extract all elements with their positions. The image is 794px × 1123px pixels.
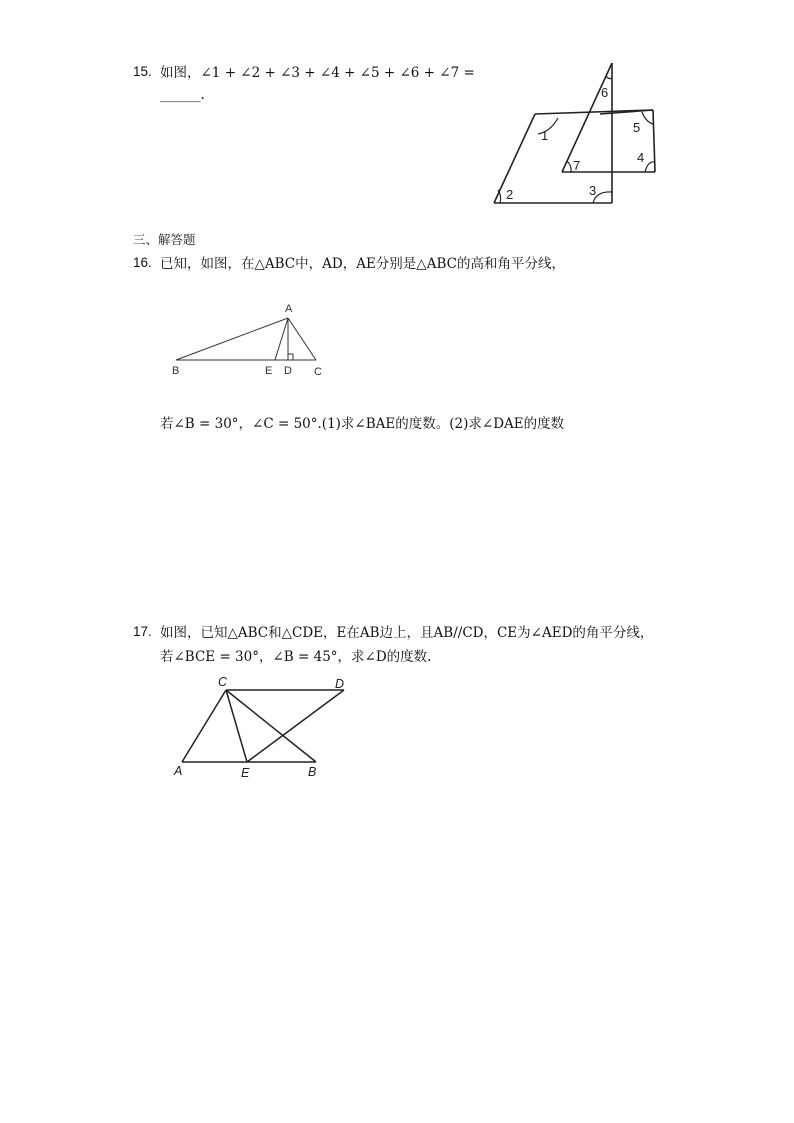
q15-text: 如图，∠1 + ∠2 + ∠3 + ∠4 + ∠5 + ∠6 + ∠7 =: [160, 65, 475, 81]
q17-line-ce: [226, 690, 247, 762]
q15-label-3: 3: [589, 183, 597, 198]
q17-figure: [168, 672, 358, 784]
q15-label-7: 7: [573, 158, 581, 173]
q15-period: .: [200, 87, 205, 103]
q15-arc-6: [606, 76, 612, 79]
q17-line1: 如图，已知△ABC和△CDE，E在AB边上，且AB//CD，CE为∠AED的角平分线，: [160, 625, 654, 641]
q16-line-ab: [176, 318, 288, 360]
q16-text: 已知，如图，在△ABC中，AD，AE分别是△ABC的高和角平分线，: [160, 256, 565, 272]
q17-line2: 若∠BCE = 30°，∠B = 45°，求∠D的度数.: [160, 649, 432, 665]
q15-label-1: 1: [541, 128, 549, 143]
q15-blank: [160, 86, 205, 104]
q15-label-4: 4: [637, 150, 645, 165]
q15-label-6: 6: [601, 85, 609, 100]
q15-number: 15.: [133, 64, 152, 79]
q16-right-angle-mark: [288, 354, 293, 360]
q15-answer-blank: ______: [160, 87, 201, 103]
q15-arc-5: [642, 112, 653, 124]
q17-line-cb: [226, 690, 316, 762]
q16-label-c: C: [314, 366, 322, 378]
q17-line-ed: [247, 690, 344, 762]
q15-label-5: 5: [633, 120, 641, 135]
q15-figure: [488, 58, 668, 214]
q17-label-d: D: [335, 677, 345, 691]
q15-line-left: [494, 114, 535, 203]
q16-label-b: B: [172, 365, 180, 377]
q15-arc-4: [645, 162, 654, 172]
q15-arc-7: [567, 161, 571, 172]
q16-label-d: D: [284, 365, 292, 377]
q16-number: 16.: [133, 255, 152, 270]
section-title: 三、解答题: [133, 232, 196, 247]
q15-line-right: [653, 110, 655, 172]
q15-line-slant: [562, 63, 612, 172]
q16-label-a: A: [285, 303, 293, 315]
q17-label-a: A: [174, 764, 183, 778]
q15-label-2: 2: [506, 187, 514, 202]
q17-number: 17.: [133, 624, 152, 639]
q17-line-ca: [182, 690, 226, 762]
q17-label-b: B: [308, 765, 317, 779]
q16-line-ae: [275, 318, 288, 360]
q17-label-e: E: [241, 766, 250, 780]
q16-figure: [168, 298, 333, 380]
q16-condition: 若∠B = 30°，∠C = 50°.(1)求∠BAE的度数。(2)求∠DAE的度数: [160, 416, 565, 432]
q17-label-c: C: [218, 675, 228, 689]
q16-label-e: E: [265, 365, 273, 377]
